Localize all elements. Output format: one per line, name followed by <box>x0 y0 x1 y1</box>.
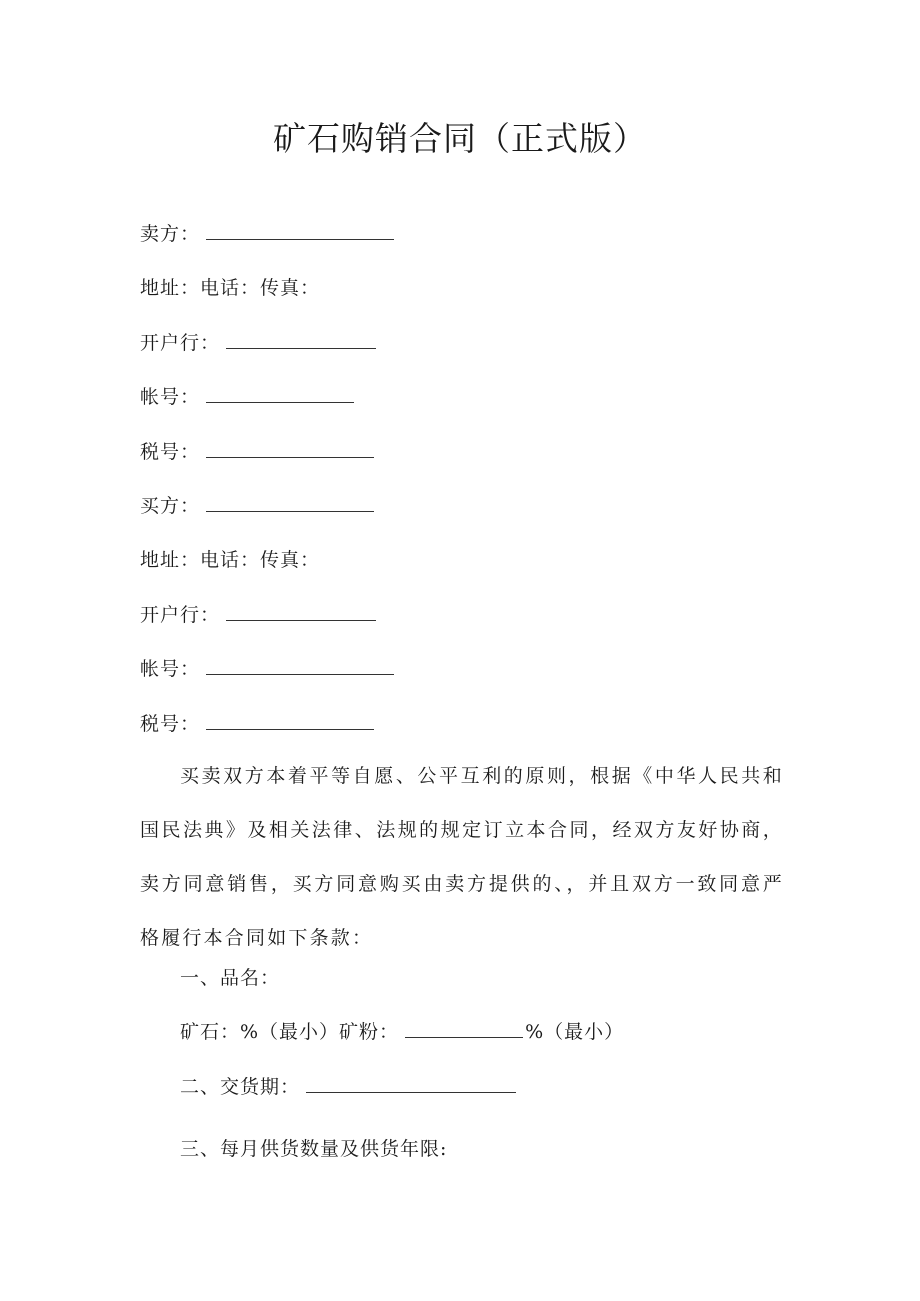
buyer-line <box>140 494 374 518</box>
seller-blank[interactable] <box>206 223 394 240</box>
clause-1-heading: 一、品名： <box>180 967 281 989</box>
seller-tax-label: 税号： <box>140 441 201 463</box>
buyer-account-label: 帐号： <box>140 658 201 680</box>
ore-text: 矿石：%（最小）矿粉： <box>180 1021 400 1043</box>
buyer-blank[interactable] <box>206 495 374 512</box>
clause-2-heading: 二、交货期： <box>180 1076 301 1098</box>
buyer-bank-label: 开户行： <box>140 604 221 626</box>
document-title: 矿石购销合同（正式版） <box>273 119 647 158</box>
seller-bank-line <box>140 331 376 355</box>
buyer-account-blank[interactable] <box>206 658 394 675</box>
buyer-account-line <box>140 657 394 681</box>
preamble-paragraph: 买卖双方本着平等自愿、公平互利的原则，根据《中华人民共和国民法典》及相关法律、法规的规定订立本合同，经双方友好协商，卖方同意销售，买方同意购买由卖方提供的、，并且双方一致同意严格履行本合同如下条款： <box>140 765 784 949</box>
seller-line <box>140 222 394 246</box>
seller-bank-label: 开户行： <box>140 332 221 354</box>
buyer-tax-line <box>140 712 374 736</box>
clause-1-ore-line <box>180 1020 624 1044</box>
seller-account-blank[interactable] <box>206 386 354 403</box>
seller-address-line: 地址：电话：传真： <box>140 277 321 299</box>
clause-2-line <box>180 1075 516 1099</box>
buyer-tax-blank[interactable] <box>206 713 374 730</box>
delivery-date-blank[interactable] <box>306 1076 516 1093</box>
seller-tax-line <box>140 440 374 464</box>
seller-account-label: 帐号： <box>140 386 201 408</box>
buyer-tax-label: 税号： <box>140 713 201 735</box>
buyer-bank-blank[interactable] <box>226 604 376 621</box>
ore-powder-blank[interactable] <box>405 1021 523 1038</box>
ore-suffix: %（最小） <box>525 1021 625 1043</box>
buyer-bank-line <box>140 603 376 627</box>
buyer-label: 买方： <box>140 495 201 517</box>
buyer-address-line: 地址：电话：传真： <box>140 549 321 571</box>
seller-label: 卖方： <box>140 223 201 245</box>
seller-tax-blank[interactable] <box>206 441 374 458</box>
clause-3-heading: 三、每月供货数量及供货年限: <box>180 1138 448 1160</box>
seller-bank-blank[interactable] <box>226 332 376 349</box>
seller-account-line <box>140 385 354 409</box>
